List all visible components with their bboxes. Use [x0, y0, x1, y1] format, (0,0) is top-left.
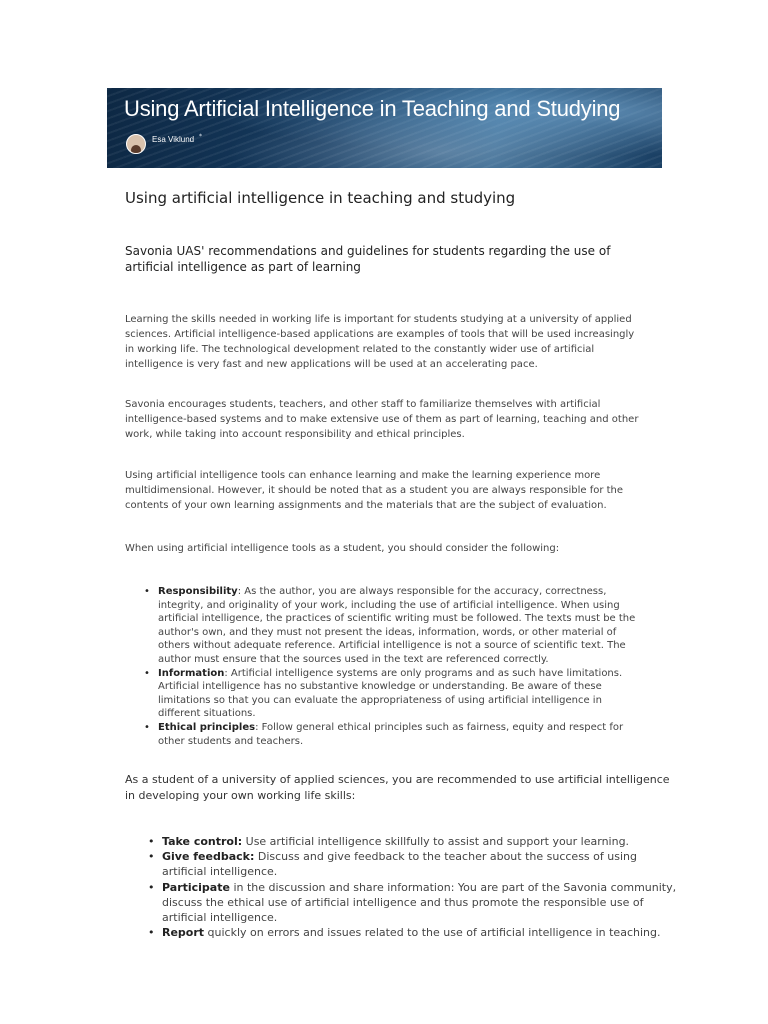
item-text: Discuss and give feedback to the teacher about the success of using artificial intelligence.	[162, 850, 637, 879]
paragraph-recommend-intro: As a student of a university of applied sciences, you are recommended to use artificial intelligence in developing your own working life skills:	[125, 773, 670, 802]
term-label: Report	[162, 926, 205, 940]
recommend-list	[162, 834, 682, 940]
term-label: Ethical principles	[158, 721, 256, 733]
sub-heading: Savonia UAS' recommendations and guidelines for students regarding the use of artificial intelligence as part of learning	[125, 244, 611, 274]
item-text: in the discussion and share information: You are part of the Savonia community, discuss the ethical use of artificial intelligence and thus promote the responsible use of artificial intelligence.	[162, 880, 677, 925]
paragraph-enhance-learning: Using artificial intelligence tools can enhance learning and make the learning experience more multidimensional. However, it should be noted that as a student you are always responsible for the contents of your own learning assignments and the materials that are the subject of evaluation.	[125, 470, 624, 511]
paragraph-working-life: Learning the skills needed in working life is important for students studying at a university of applied sciences. Artificial intelligence-based applications are examples of tools that will be used increasingly in working life. The technological development related to the constantly wider use of artificial intelligence is very fast and new applications will be used at an accelerating pace.	[125, 314, 635, 370]
item-text: Use artificial intelligence skillfully to assist and support your learning.	[242, 835, 630, 848]
item-text: : Artificial intelligence systems are only programs and as such have limitations. Artificial intelligence has no substantive knowledge or understanding. Be aware of these limitations so that you can evaluate the appropriateness of using artificial intelligence in different situations.	[158, 667, 623, 720]
term-label: Information	[158, 667, 225, 679]
term-label: Take control:	[162, 835, 243, 848]
page-heading: Using artificial intelligence in teaching and studying	[125, 189, 516, 207]
author-mark: *	[199, 133, 202, 140]
list-item-give-feedback	[162, 849, 682, 879]
list-item-participate	[162, 880, 682, 926]
article-banner	[107, 88, 662, 168]
list-item-responsibility	[158, 585, 638, 667]
author-avatar[interactable]	[126, 134, 146, 154]
term-label: Give feedback:	[162, 850, 255, 864]
paragraph-consider-intro: When using artificial intelligence tools as a student, you should consider the following:	[125, 543, 560, 554]
item-text: : As the author, you are always responsible for the accuracy, correctness, integrity, and originality of your work, including the use of artificial intelligence. When using artificial intelligence, the practices of scientific writing must be followed. The texts must be the author's own, and they must not present the ideas, information, words, or other material of others without adequate reference. Artificial intelligence is not a source of scientific text. The author must ensure that the sources used in the text are referenced correctly.	[158, 586, 636, 665]
author-name[interactable]: Esa Viklund	[152, 135, 195, 144]
list-item-report	[162, 925, 682, 940]
list-item-take-control	[162, 834, 682, 849]
list-item-information	[158, 667, 638, 721]
term-label: Responsibility	[158, 586, 238, 597]
paragraph-encourages: Savonia encourages students, teachers, and other staff to familiarize themselves with artificial intelligence-based systems and to make extensive use of them as part of learning, teaching and other work, while taking into account responsibility and ethical principles.	[125, 399, 639, 440]
list-item-ethical-principles	[158, 721, 638, 748]
article-title: Using Artificial Intelligence in Teaching and Studying	[124, 96, 621, 121]
item-text: quickly on errors and issues related to the use of artificial intelligence in teaching.	[204, 926, 661, 940]
term-label: Participate	[162, 880, 230, 894]
consider-list	[158, 585, 638, 748]
item-text: : Follow general ethical principles such as fairness, equity and respect for other students and teachers.	[158, 721, 624, 747]
